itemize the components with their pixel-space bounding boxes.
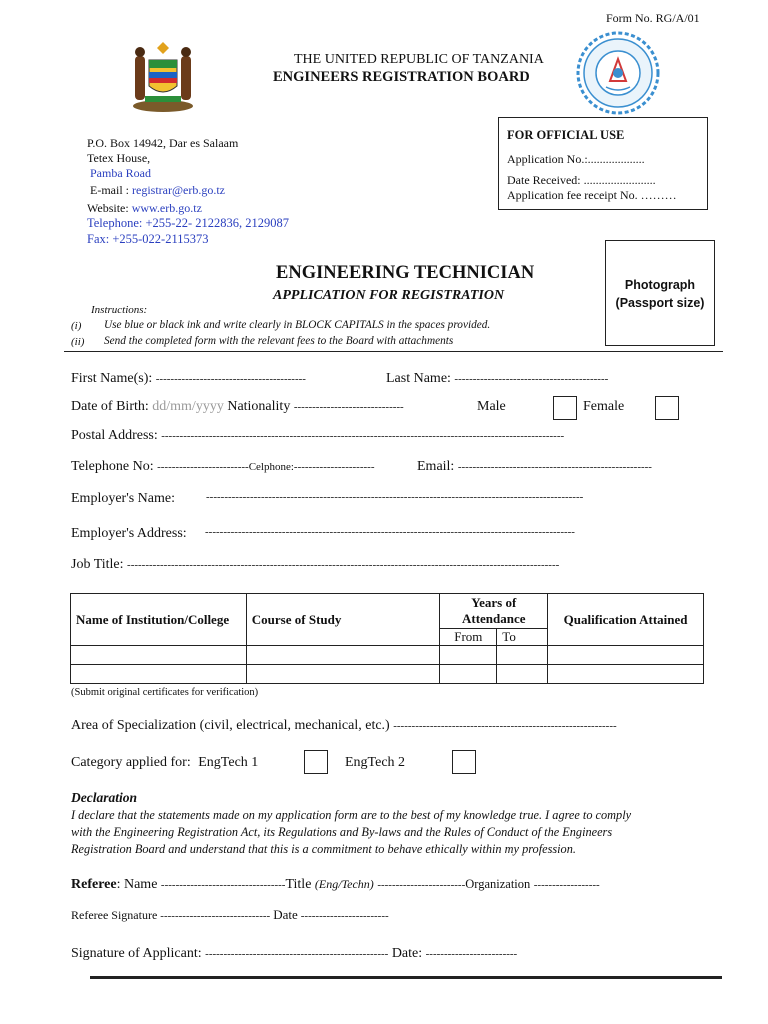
male-label: Male [477,399,506,414]
official-use-box [498,117,708,210]
course-cell[interactable] [246,665,440,684]
header-institution: Name of Institution/College [71,594,247,646]
job-title-label: Job Title: [71,557,124,572]
category-label: Category applied for: [71,755,191,770]
email-link[interactable]: registrar@erb.go.tz [132,183,226,197]
nationality-input[interactable]: ------------------------------ [293,401,404,413]
dob-input[interactable]: dd/mm/yyyy [152,399,224,414]
header-years: Years of Attendance [440,594,548,629]
date-received: Date Received: ........................ [507,173,656,187]
email-label: E-mail : [90,183,129,197]
coat-of-arms-icon [127,42,199,114]
dob-label: Date of Birth: [71,399,149,414]
referee-title-input[interactable]: ------------------------ [377,879,466,891]
country-name: THE UNITED REPUBLIC OF TANZANIA [294,52,544,67]
telephone: Telephone: +255-22- 2122836, 2129087 [87,216,289,230]
employer-address-input[interactable]: ----------------------------------------------------------------------------------------------------- [205,526,575,538]
engtech1-checkbox[interactable] [304,750,328,774]
celphone-label: Celphone: [248,461,294,473]
engtech2-checkbox[interactable] [452,750,476,774]
header-from: From [440,629,497,646]
declaration-line-3: Registration Board and understand that this is a commitment to behave ethically within my profession. [71,842,576,856]
referee-name-input[interactable]: ---------------------------------- [160,879,286,891]
instruction-2: Send the completed form with the relevant fees to the Board with attachments [104,335,454,347]
email-row [417,459,652,475]
from-cell[interactable] [440,646,497,665]
to-cell[interactable] [497,665,548,684]
application-no: Application No.:................... [507,152,645,166]
phone-row [71,459,375,475]
first-name-input[interactable]: ----------------------------------------- [155,373,306,385]
form-title: ENGINEERING TECHNICIAN [276,263,535,283]
referee-date-label: Date [273,907,298,922]
instruction-2-num: (ii) [71,336,85,348]
employer-name-label: Employer's Name: [71,491,175,506]
first-name-label: First Name(s): [71,371,153,386]
celphone-input[interactable]: ---------------------- [293,461,375,473]
email-input[interactable]: ----------------------------------------------------- [457,461,652,473]
email-field-label: Email: [417,459,455,474]
declaration-heading: Declaration [71,790,137,805]
photograph-box [605,240,715,346]
referee-date-input[interactable]: ------------------------ [300,910,389,922]
last-name-row [386,371,608,387]
employer-address-label: Employer's Address: [71,526,187,541]
declaration-line-2: with the Engineering Registration Act, its Regulations and By-laws and the Rules of Conduct of the Engineers [71,825,613,839]
po-box: P.O. Box 14942, Dar es Salaam [87,136,239,150]
female-checkbox[interactable] [655,396,679,420]
employer-name-input[interactable]: ------------------------------------------------------------------------------------------------------- [206,491,584,503]
header-course: Course of Study [246,594,440,646]
referee-title-label: Title [285,877,312,892]
house: Tetex House, [87,151,151,165]
applicant-date-label: Date: [391,946,423,961]
institution-cell[interactable] [71,665,247,684]
last-name-label: Last Name: [386,371,451,386]
from-cell[interactable] [440,665,497,684]
first-name-row [71,371,306,387]
last-name-input[interactable]: ------------------------------------------ [454,373,609,385]
instruction-1-num: (i) [71,320,82,332]
referee-signature-input[interactable]: ------------------------------ [160,910,271,922]
referee-row [71,877,600,893]
form-subtitle: APPLICATION FOR REGISTRATION [273,288,505,303]
top-divider [64,351,723,352]
qualification-cell[interactable] [548,646,704,665]
applicant-signature-label: Signature of Applicant: [71,946,202,961]
instructions-heading: Instructions: [91,304,148,316]
instruction-1: Use blue or black ink and write clearly in BLOCK CAPITALS in the spaces provided. [104,319,491,331]
institution-cell[interactable] [71,646,247,665]
job-title-input[interactable]: ---------------------------------------------------------------------------------------------------------------------- [127,559,560,571]
photo-label-2: (Passport size) [615,296,705,310]
referee-title-paren: (Eng/Techn) [314,877,374,891]
course-cell[interactable] [246,646,440,665]
specialization-row [71,718,617,734]
applicant-date-input[interactable]: ------------------------- [425,948,518,960]
applicant-signature-row [71,946,517,962]
website-link[interactable]: www.erb.go.tz [131,201,202,215]
website-label: Website: [87,201,129,215]
telephone-input[interactable]: ------------------------- [157,461,249,473]
photo-label-1: Photograph [624,278,696,292]
referee-signature-row [71,907,389,923]
male-checkbox[interactable] [553,396,577,420]
category-row [71,755,258,771]
fee-receipt: Application fee receipt No. ……… [507,188,677,202]
applicant-signature-input[interactable]: -------------------------------------------------- [205,948,389,960]
specialization-input[interactable]: ------------------------------------------------------------- [393,720,617,732]
official-use-title: FOR OFFICIAL USE [507,128,625,142]
referee-signature-label: Referee Signature [71,908,158,922]
road: Pamba Road [90,166,151,180]
engtech2-label: EngTech 2 [345,755,406,770]
referee-name-label: : Name [116,877,158,892]
postal-row [71,428,564,444]
header-to: To [497,629,548,646]
fax: Fax: +255-022-2115373 [87,232,209,246]
organization-input[interactable]: ------------------ [533,879,600,891]
telephone-label: Telephone No: [71,459,154,474]
form-number: Form No. RG/A/01 [606,11,700,25]
table-row [71,646,704,665]
postal-label: Postal Address: [71,428,158,443]
nationality-label: Nationality [227,399,291,414]
referee-label: Referee [71,877,117,892]
organization-label: Organization [465,877,531,891]
bottom-divider [90,976,722,979]
dob-row [71,399,404,415]
email-line [90,183,225,198]
declaration-line-1: I declare that the statements made on my application form are to the best of my knowledge true. I agree to comply [71,808,632,822]
education-table [70,593,704,684]
to-cell[interactable] [497,646,548,665]
certificates-note: (Submit original certificates for verification) [71,687,259,698]
website-line [87,201,202,216]
erb-seal-icon [576,31,660,115]
female-label: Female [583,399,625,414]
header-qualification: Qualification Attained [548,594,704,646]
job-title-row [71,557,559,573]
board-name: ENGINEERS REGISTRATION BOARD [273,69,530,85]
engtech1-label: EngTech 1 [198,755,259,770]
postal-input[interactable]: -------------------------------------------------------------------------------------------------------------- [161,430,565,442]
specialization-label: Area of Specialization (civil, electrical, mechanical, etc.) [71,718,390,733]
table-row [71,665,704,684]
qualification-cell[interactable] [548,665,704,684]
